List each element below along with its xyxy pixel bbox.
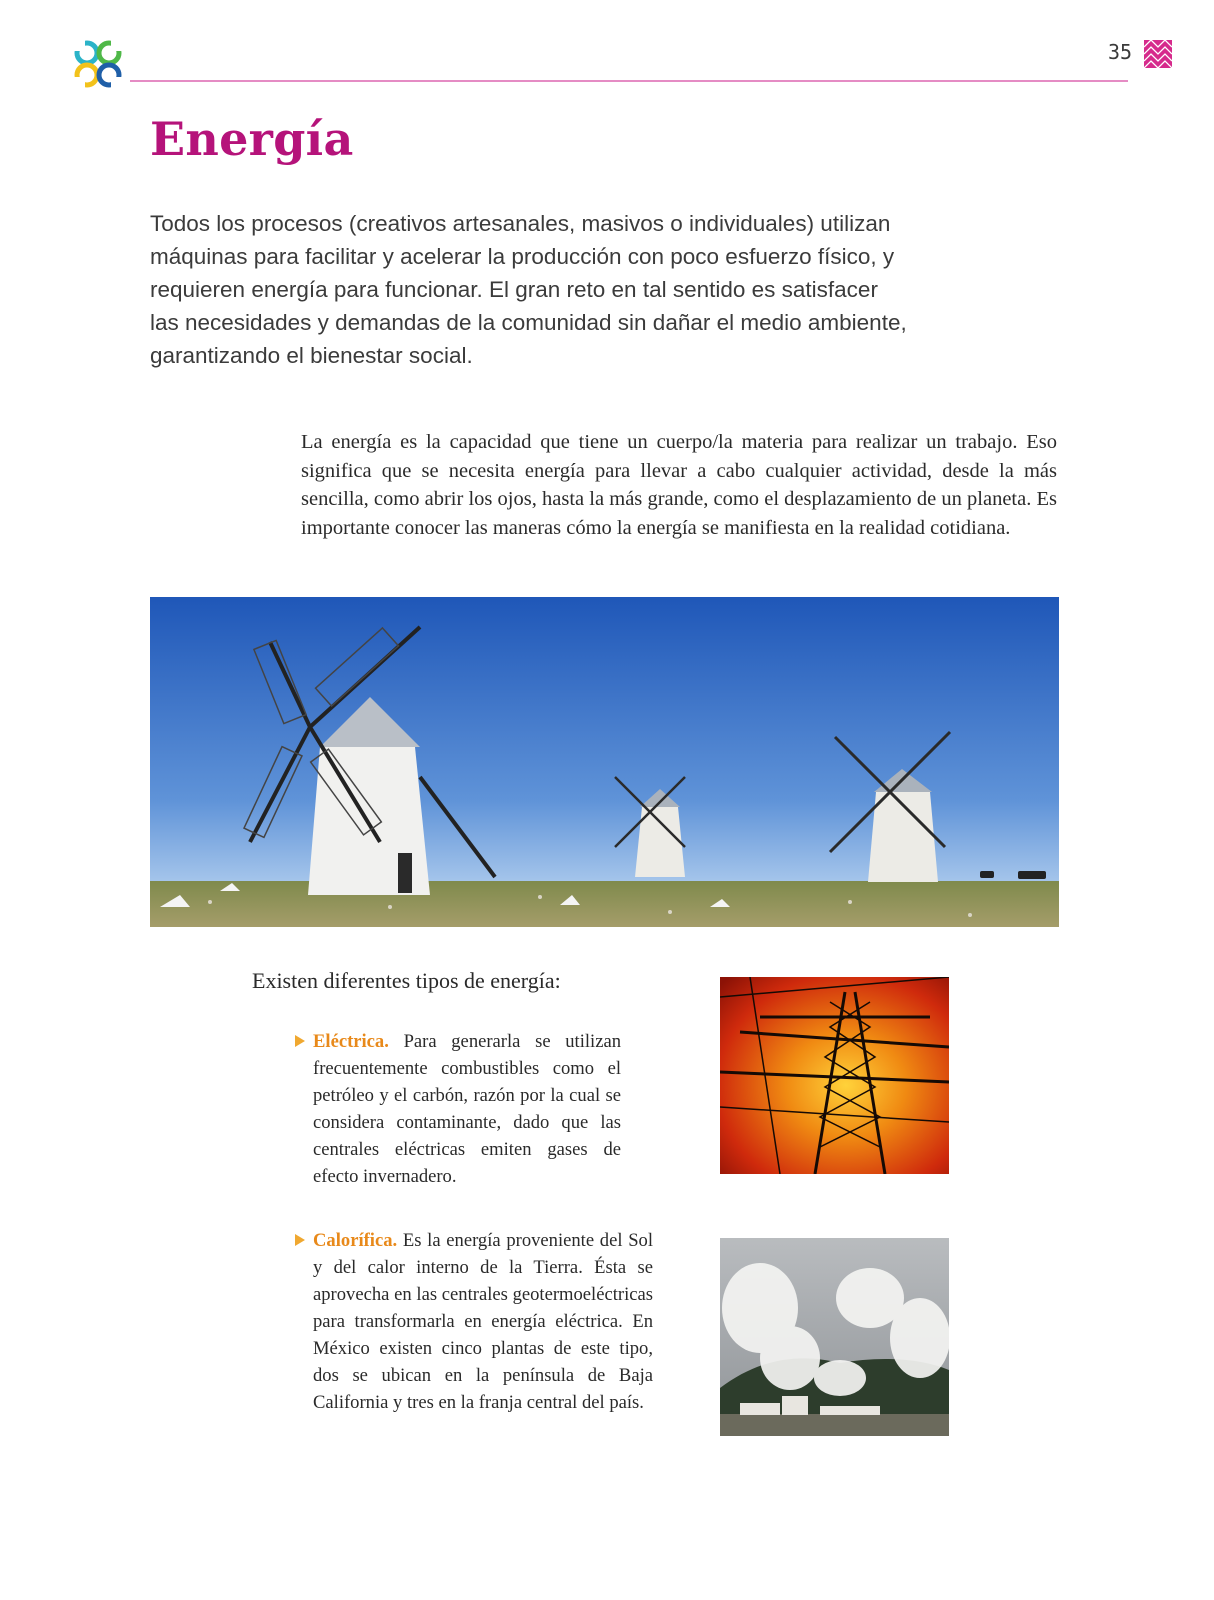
windmills-photo [150,597,1059,927]
energy-type-term: Calorífica. [313,1230,398,1251]
power-tower-photo [720,977,949,1174]
triangle-bullet-icon [294,1233,306,1247]
energy-type-electrica [313,1028,621,1190]
header-rule [130,80,1128,82]
definition-paragraph: La energía es la capacidad que tiene un cuerpo/la materia para realizar un trabajo. Eso significa que se necesita energía para llevar a cabo cualquier actividad, desde la más sencilla, como abrir los ojos, hasta la más grande, como el desplazamiento de un planeta. Es importante conocer las maneras cómo la energía se manifiesta en la realidad cotidiana. [301,431,1057,539]
four-ring-knot-logo [72,38,124,90]
energy-type-term: Eléctrica. [313,1031,389,1052]
page-number: 35 [1108,40,1133,64]
energy-type-text: Es la energía proveniente del Sol y del calor interno de la Tierra. Ésta se aprovecha en las centrales geotermoeléctricas para transformarla en energía eléctrica. En México existen cinco plantas de este tipo, dos se ubican en la península de Baja California y tres en la franja central del país. [313,1230,653,1413]
types-intro: Existen diferentes tipos de energía: [252,968,561,993]
page-title: Energía [150,112,354,166]
geothermal-plant-photo [720,1238,949,1436]
triangle-bullet-icon [294,1034,306,1048]
energy-type-calorifica [313,1227,653,1416]
energy-type-text: Para generarla se utilizan frecuentemente combustibles como el petróleo y el carbón, razón por la cual se considera contaminante, dado que las centrales eléctricas emiten gases de efecto invernadero. [313,1031,621,1187]
intro-paragraph: Todos los procesos (creativos artesanales, masivos o individuales) utilizan máquinas para facilitar y acelerar la producción con poco esfuerzo físico, y requieren energía para funcionar. El gran reto en tal sentido es satisfacer las necesidades y demandas de la comunidad sin dañar el medio ambiente, garantizando el bienestar social. [150,211,907,368]
magenta-pattern-square-icon [1144,40,1172,68]
